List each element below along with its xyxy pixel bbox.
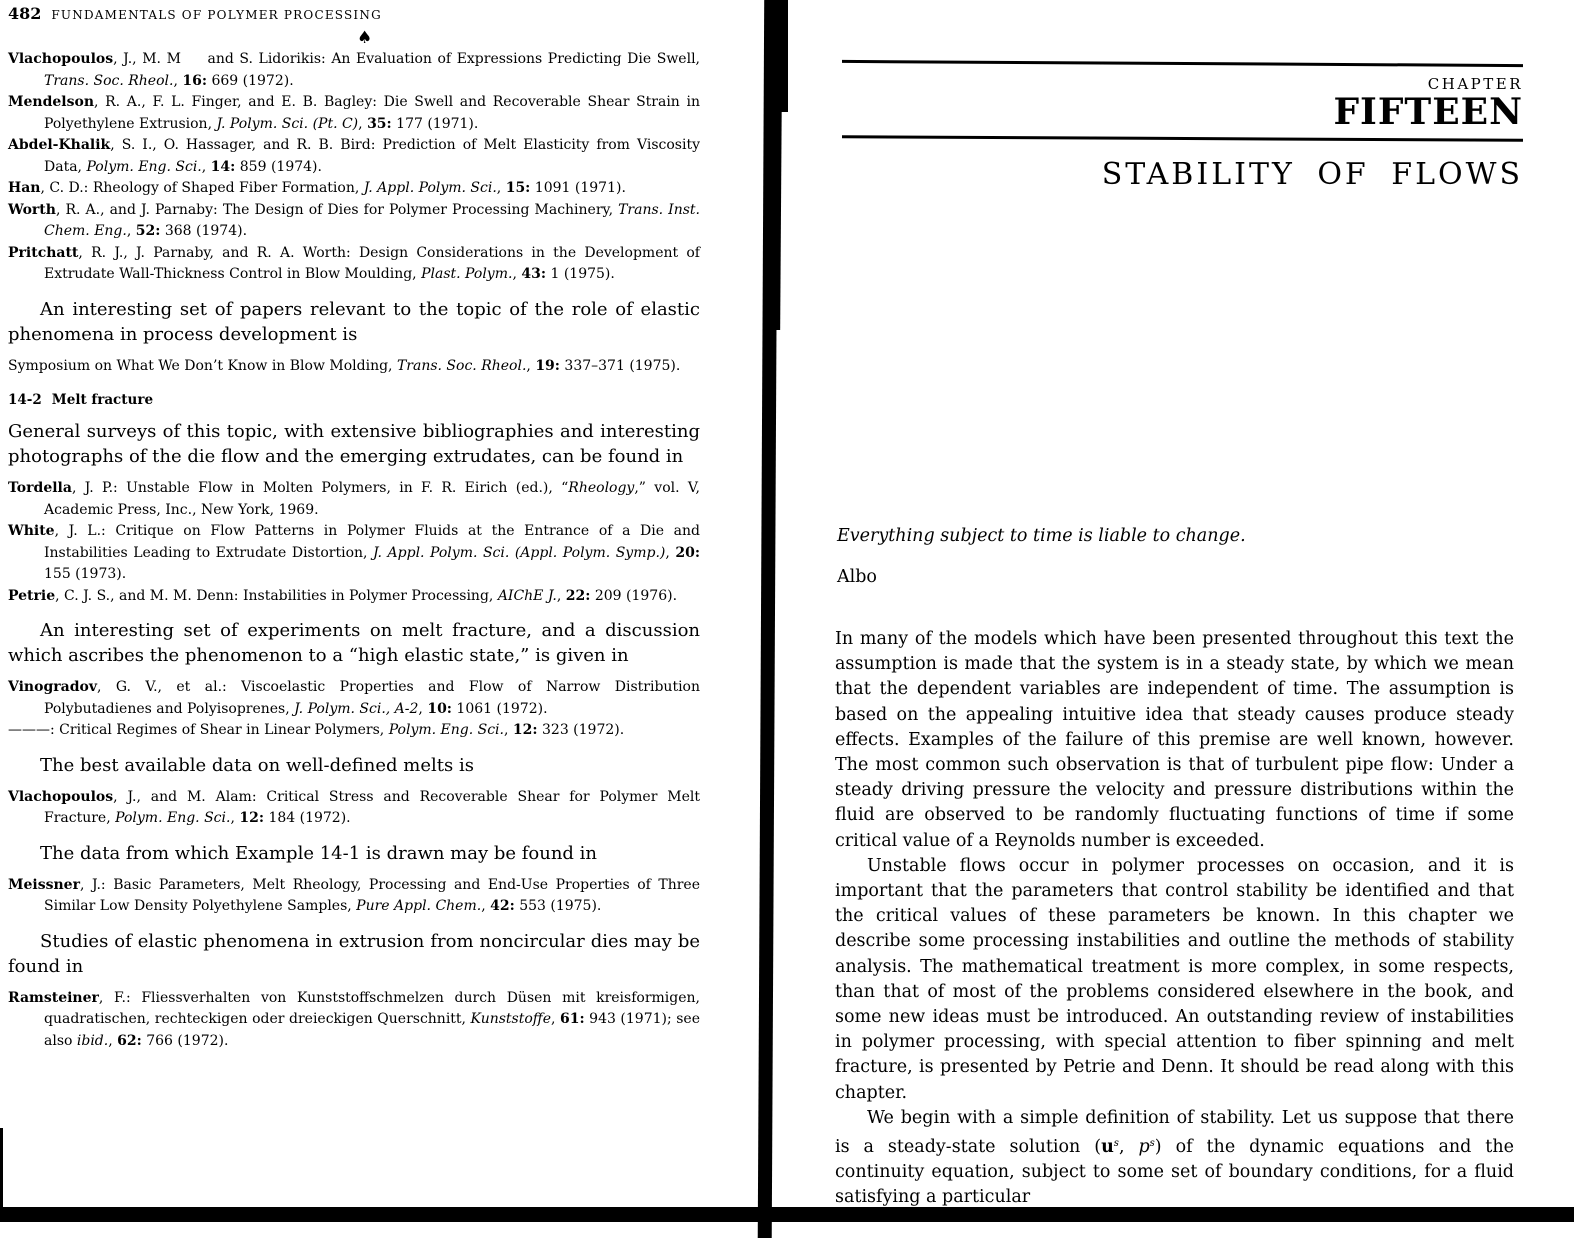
ink-blot-icon: ♠ <box>357 28 373 48</box>
text-run: Polym. Eng. Sci. <box>86 158 202 175</box>
text-run: 337–371 (1975). <box>559 357 681 374</box>
text-run: Vinogradov <box>8 679 97 695</box>
text-run: Rheology <box>568 480 635 496</box>
chapter-header <box>842 62 1523 192</box>
text-run: 323 (1972). <box>537 722 625 738</box>
text-run: Symposium on What We Don’t Know in Blow Molding, <box>8 357 397 374</box>
text-run: , R. A., and J. Parnaby: The Design of Dies for Polymer Processing Machinery, <box>55 201 619 218</box>
text-run: Plast. Polym. <box>421 266 513 282</box>
paragraph-unstable-flows: Unstable flows occur in polymer processes on occasion, and it is important that the parameters that control stability be identified and that the critical values of these parameters be known. In this chapter we describe some processing instabilities and outline the methods of stability analysis. The mathematical treatment is more complex, in some respects, than that of most of the problems considered elsewhere in the book, and some new ideas must be introduced. An outstanding review of instabilities in polymer processing, with special attention to fiber spinning and melt fracture, is presented by Petrie and Denn. It should be read along with this chapter. <box>835 855 1514 1103</box>
reference-item <box>8 677 700 720</box>
text-run: 15: <box>505 180 531 196</box>
text-run: 20: <box>675 544 700 561</box>
reference-item <box>8 92 700 135</box>
reference-item <box>8 787 700 830</box>
text-run: s <box>1149 1138 1155 1150</box>
text-run: 42: <box>490 898 515 914</box>
text-run: , <box>418 700 428 717</box>
text-run: , <box>665 544 676 561</box>
text-run: 943 (1971); see also <box>44 1011 700 1049</box>
reference-list-vinogradov <box>8 677 700 742</box>
text-run: 35: <box>367 115 392 132</box>
text-run: 61: <box>559 1011 585 1027</box>
text-run: , J. P.: Unstable Flow in Molten Polymers, in F. R. Eirich (ed.), “ <box>71 480 569 496</box>
header-rule-bottom <box>842 135 1523 142</box>
text-run: J. Appl. Polym. Sci. <box>363 180 497 196</box>
text-run: , C. J. S., and M. M. Denn: Instabilities in Polymer Processing, <box>55 587 498 604</box>
section-title: Melt fracture <box>51 392 154 408</box>
text-run: , <box>512 266 522 282</box>
text-run: , R. J., J. Parnaby, and R. A. Worth: Design Considerations in the Development of Extrudate Wall-Thickness Control in Blow Moulding, <box>44 244 700 282</box>
text-run: 1 (1975). <box>546 266 615 282</box>
text-run: , S. I., O. Hassager, and R. B. Bird: Prediction of Melt Elasticity from Viscosity Data, <box>44 137 700 175</box>
text-run: , <box>526 357 536 374</box>
reference-item <box>8 988 700 1053</box>
reference-list-ramsteiner <box>8 988 700 1053</box>
text-run: 766 (1972). <box>141 1032 229 1049</box>
text-run: Vlachopoulos <box>8 788 114 805</box>
text-run: White <box>8 523 55 539</box>
text-run: , <box>358 115 368 132</box>
paragraph-best-data: The best available data on well-defined melts is <box>40 754 474 776</box>
text-run: Polym. Eng. Sci. <box>388 722 504 738</box>
reference-item <box>8 178 700 200</box>
reference-item <box>8 720 700 742</box>
reference-item <box>8 521 700 586</box>
text-run: Vlachopoulos <box>8 51 114 67</box>
text-run: Pure Appl. Chem. <box>356 898 482 914</box>
text-run: 16: <box>182 72 208 89</box>
reference-list-melt-fracture-surveys <box>8 478 700 607</box>
chapter-label: CHAPTER <box>1427 75 1523 93</box>
paragraph-steady-state: In many of the models which have been presented throughout this text the assumption is made that the system is in a steady state, by which we mean that the dependent variables are independent of time. The assumption is based on the appealing intuitive idea that steady causes produce steady effects. Examples of the failure of this premise are well known, however. The most common such observation is that of turbulent pipe flow: Under a steady driving pressure the velocity and pressure distributions within the fluid are observed to be randomly fluctuating functions of time if some critical value of a Reynolds number is exceeded. <box>835 629 1514 851</box>
epigraph-attribution: Albo <box>837 567 877 587</box>
section-number: 14-2 <box>8 392 42 408</box>
chapter-body-text <box>835 627 1514 1211</box>
text-run: 553 (1975). <box>514 898 602 914</box>
chapter-title: STABILITY OF FLOWS <box>1101 157 1523 192</box>
text-run: , G. V., et al.: Viscoelastic Properties and Flow of Narrow Distribution Polybutadienes and Polyisoprenes, <box>44 679 700 717</box>
reference-item <box>8 49 700 92</box>
text-run: , <box>496 180 506 196</box>
text-run: Trans. Inst. Chem. Eng. <box>44 201 700 239</box>
text-run: 19: <box>535 357 560 374</box>
text-run: , F.: Fliessverhalten von Kunststoffschmelzen durch Düsen mit kreisformigen, quadratischen, rechteckigen oder dreieckigen Querschnitt, <box>44 989 700 1027</box>
paragraph-example-data: The data from which Example 14-1 is drawn may be found in <box>40 842 598 864</box>
chapter-number: FIFTEEN <box>1333 91 1523 133</box>
page-number: 482 <box>8 4 42 23</box>
text-run: , <box>481 898 491 914</box>
reference-list-vlachopoulos-alam <box>8 787 700 830</box>
text-run: 177 (1971). <box>391 115 479 132</box>
paragraph-noncircular-dies: Studies of elastic phenomena in extrusion from noncircular dies may be found in <box>8 930 700 977</box>
text-run: , J. L.: Critique on Flow Patterns in Polymer Fluids at the Entrance of a Die and Instabilities Leading to Extrudate Distortion, <box>44 523 700 561</box>
text-run: u <box>1101 1137 1114 1158</box>
text-run: 1061 (1972). <box>451 700 548 717</box>
scan-left-edge-mark <box>0 1128 3 1208</box>
reference-item <box>8 875 700 918</box>
text-run: Polym. Eng. Sci. <box>115 810 231 826</box>
text-run: 184 (1972). <box>264 810 351 826</box>
text-run: Worth <box>8 201 56 218</box>
text-run: , J.: Basic Parameters, Melt Rheology, Processing and End-Use Properties of Three Similar Low Density Polyethylene Samples, <box>44 876 700 914</box>
epigraph-text: Everything subject to time is liable to change. <box>837 526 1246 546</box>
text-run: , R. A., F. L. Finger, and E. B. Bagley: Die Swell and Recoverable Shear Strain in Polyethylene Extrusion, <box>44 94 700 132</box>
text-run: 52: <box>135 223 161 239</box>
text-run: We begin with a simple definition of stability. Let us suppose that there is a steady-state solution ( <box>835 1107 1514 1158</box>
text-run: , J., and M. Alam: Critical Stress and Recoverable Shear for Polymer Melt Fracture, <box>44 788 700 826</box>
text-run: Abdel-Khalik <box>8 137 111 153</box>
text-run: Petrie <box>8 587 56 604</box>
text-run: 12: <box>512 722 538 738</box>
text-run: Kunststoffe <box>470 1011 551 1027</box>
text-run: , <box>108 1032 118 1049</box>
text-run: 12: <box>239 810 264 826</box>
text-run: ———: Critical Regimes of Shear in Linear Polymers, <box>8 722 389 738</box>
text-run: , <box>556 587 566 604</box>
running-head <box>8 4 700 23</box>
text-run: p <box>1138 1137 1150 1158</box>
paragraph-general-surveys: General surveys of this topic, with extensive bibliographies and interesting photographs of the die flow and the emerging extrudates, can be found in <box>8 421 700 467</box>
text-run: 14: <box>210 158 236 175</box>
text-run: ibid. <box>76 1032 109 1049</box>
text-run: s <box>1113 1138 1119 1150</box>
text-run: ,” vol. V, Academic Press, Inc., New York, 1969. <box>44 480 700 518</box>
text-run: , C. D.: Rheology of Shaped Fiber Formation, <box>40 180 364 196</box>
running-title: FUNDAMENTALS OF POLYMER PROCESSING <box>51 8 382 22</box>
text-run: , J., M. M and S. Lidorikis: An Evaluation of Expressions Predicting Die Swell, <box>113 51 700 67</box>
reference-item <box>8 200 700 243</box>
text-run: 669 (1972). <box>207 72 294 89</box>
reference-item <box>8 356 700 378</box>
reference-item <box>8 243 700 286</box>
reference-list-symposium <box>8 356 700 378</box>
text-run: Meissner <box>8 876 80 893</box>
reference-item <box>8 135 700 178</box>
text-run: J. Polym. Sci., A-2 <box>294 700 419 717</box>
text-run: , <box>173 72 183 89</box>
text-run: , <box>230 810 240 826</box>
section-heading <box>8 392 700 408</box>
text-run: Trans. Soc. Rheol. <box>44 72 174 89</box>
text-run: 209 (1976). <box>590 587 678 604</box>
text-run: ) of the dynamic equations and the continuity equation, subject to some set of boundary conditions, for a fluid satisfying a particular <box>835 1137 1514 1208</box>
text-run: 859 (1974). <box>235 158 322 175</box>
text-run: 368 (1974). <box>160 223 248 239</box>
paragraph-experiments: An interesting set of experiments on melt fracture, and a discussion which ascribes the phenomenon to a “high elastic state,” is given in <box>8 620 700 666</box>
text-run: 62: <box>117 1032 142 1049</box>
text-run: 22: <box>565 587 591 604</box>
text-run: Tordella <box>8 480 72 496</box>
gutter-ink-blob-mid <box>763 90 782 330</box>
paragraph-elastic-papers: An interesting set of papers relevant to the topic of the role of elastic phenomena in process development is <box>8 298 700 345</box>
text-run: Han <box>8 180 41 196</box>
text-run: 10: <box>427 700 452 717</box>
reference-list-meissner <box>8 875 700 918</box>
text-run: , <box>126 223 136 239</box>
text-run: , <box>1118 1137 1139 1158</box>
text-run: Pritchatt <box>8 244 79 261</box>
text-run: Trans. Soc. Rheol. <box>396 357 527 374</box>
text-run: , <box>551 1011 560 1027</box>
text-run: 43: <box>521 266 547 282</box>
left-page <box>8 4 700 1052</box>
text-run: 155 (1973). <box>44 566 127 582</box>
paragraph-stability-definition <box>835 1106 1514 1211</box>
text-run: AIChE J. <box>497 587 557 604</box>
epigraph <box>837 526 1517 587</box>
text-run: J. Polym. Sci. (Pt. C) <box>216 115 359 132</box>
header-rule-top <box>842 60 1523 67</box>
text-run: 1091 (1971). <box>530 180 626 196</box>
text-run: Ramsteiner <box>8 989 99 1006</box>
text-run: J. Appl. Polym. Sci. (Appl. Polym. Symp.) <box>373 544 666 561</box>
text-run: , <box>201 158 211 175</box>
text-run: Mendelson <box>8 94 94 110</box>
reference-item <box>8 586 700 608</box>
text-run: , <box>504 722 513 738</box>
reference-item <box>8 478 700 521</box>
reference-list-die-swell <box>8 49 700 286</box>
